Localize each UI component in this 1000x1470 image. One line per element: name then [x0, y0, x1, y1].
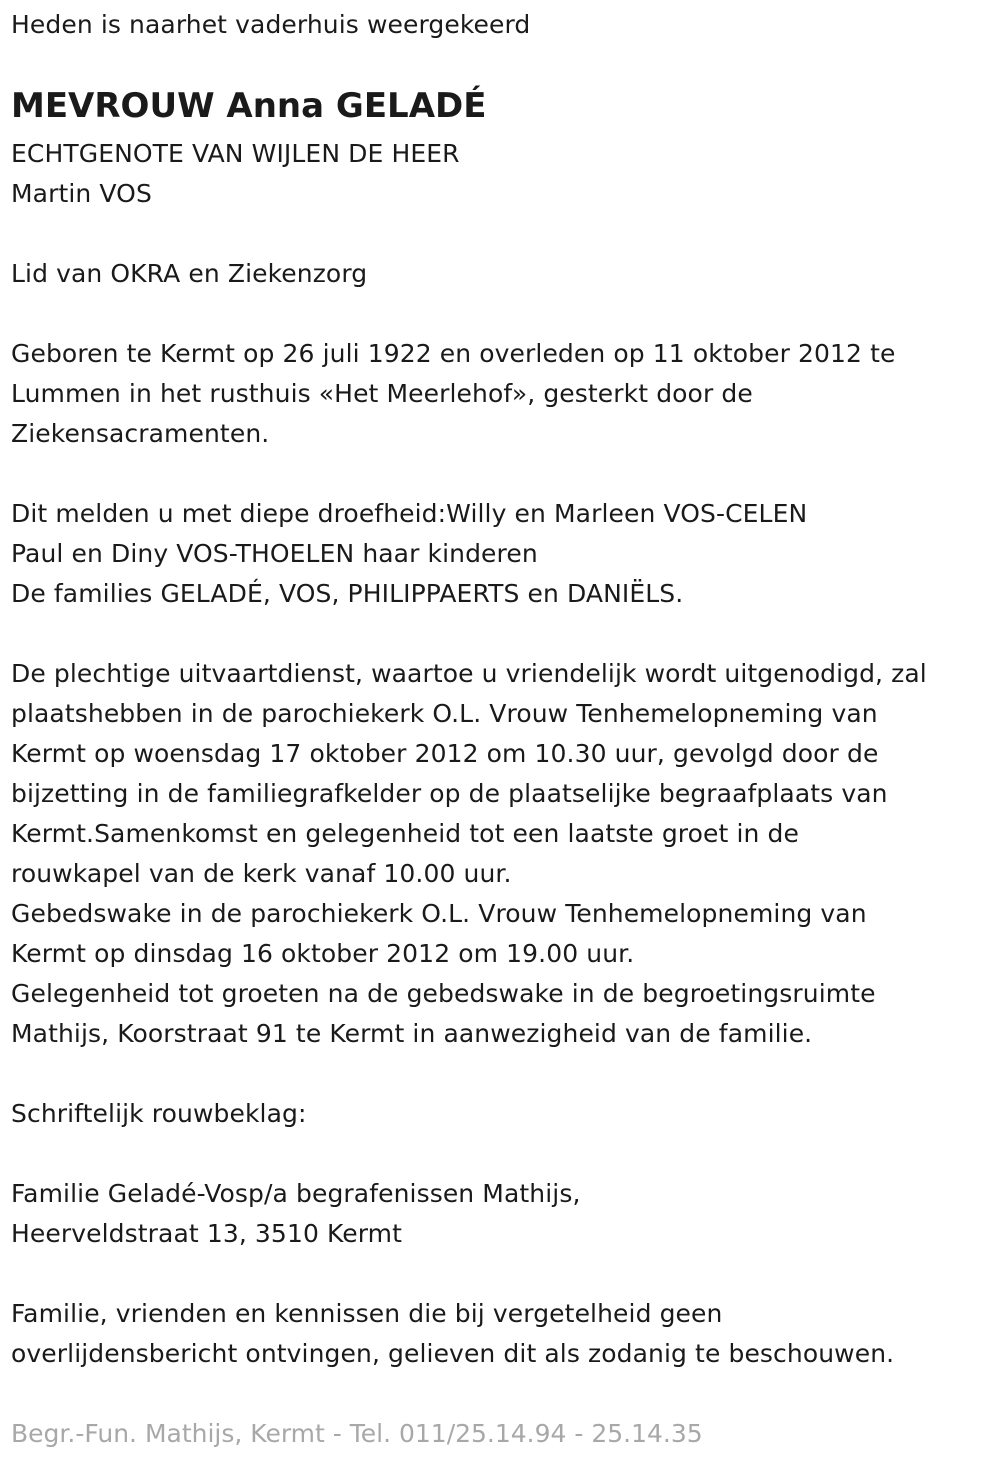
address-line: Heerveldstraat 13, 3510 Kermt — [11, 1219, 403, 1248]
notice-line: Familie, vrienden en kennissen die bij vergetelheid geen — [11, 1299, 723, 1328]
service-line: Kermt.Samenkomst en gelegenheid tot een laatste groet in de — [11, 819, 799, 848]
birth-line: Ziekensacramenten. — [11, 419, 270, 448]
condolence-label: Schriftelijk rouwbeklag: — [11, 1099, 307, 1128]
deceased-name: MEVROUW Anna GELADÉ — [11, 86, 487, 126]
address-line: Familie Geladé-Vosp/a begrafenissen Mathijs, — [11, 1179, 581, 1208]
service-line: De plechtige uitvaartdienst, waartoe u vriendelijk wordt uitgenodigd, zal — [11, 659, 927, 688]
funeral-home-footer: Begr.-Fun. Mathijs, Kermt - Tel. 011/25.14.94 - 25.14.35 — [11, 1419, 703, 1448]
birth-line: Geboren te Kermt op 26 juli 1922 en overleden op 11 oktober 2012 te — [11, 339, 896, 368]
service-line: Gebedswake in de parochiekerk O.L. Vrouw Tenhemelopneming van — [11, 899, 867, 928]
family-line: Paul en Diny VOS-THOELEN haar kinderen — [11, 539, 538, 568]
membership-text: Lid van OKRA en Ziekenzorg — [11, 259, 368, 288]
service-line: rouwkapel van de kerk vanaf 10.00 uur. — [11, 859, 512, 888]
family-line: Dit melden u met diepe droefheid:Willy en Marleen VOS-CELEN — [11, 499, 808, 528]
service-line: Gelegenheid tot groeten na de gebedswake in de begroetingsruimte — [11, 979, 876, 1008]
birth-line: Lummen in het rusthuis «Het Meerlehof», gesterkt door de — [11, 379, 753, 408]
service-line: Mathijs, Koorstraat 91 te Kermt in aanwezigheid van de familie. — [11, 1019, 813, 1048]
service-line: Kermt op dinsdag 16 oktober 2012 om 19.00 uur. — [11, 939, 635, 968]
notice-line: overlijdensbericht ontvingen, gelieven dit als zodanig te beschouwen. — [11, 1339, 895, 1368]
service-line: Kermt op woensdag 17 oktober 2012 om 10.30 uur, gevolgd door de — [11, 739, 879, 768]
spouse-line-2: Martin VOS — [11, 179, 152, 208]
family-line: De families GELADÉ, VOS, PHILIPPAERTS en DANIËLS. — [11, 579, 684, 608]
service-line: bijzetting in de familiegrafkelder op de plaatselijke begraafplaats van — [11, 779, 888, 808]
service-line: plaatshebben in de parochiekerk O.L. Vrouw Tenhemelopneming van — [11, 699, 878, 728]
spouse-line-1: ECHTGENOTE VAN WIJLEN DE HEER — [11, 139, 460, 168]
intro-text: Heden is naarhet vaderhuis weergekeerd — [11, 10, 531, 39]
